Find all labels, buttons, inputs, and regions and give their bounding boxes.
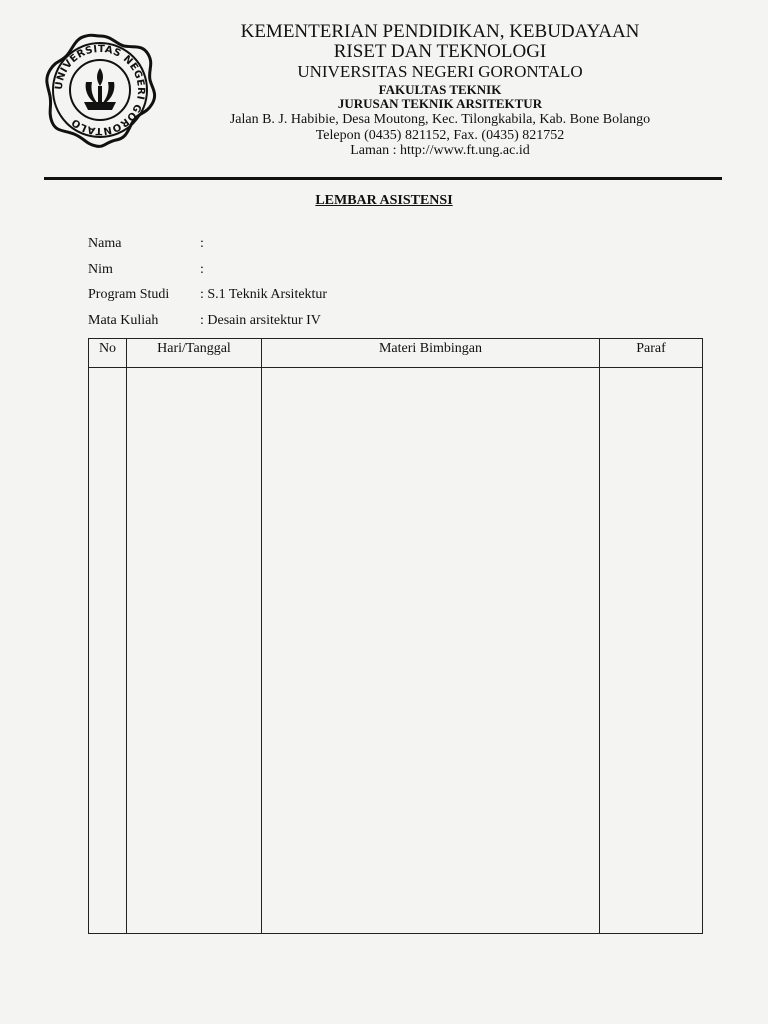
field-nim — [88, 262, 204, 278]
logo-ring-text: UNIVERSITAS NEGERI GORONTALO — [53, 43, 147, 137]
ministry-name-cont: RISET DAN TEKNOLOGI — [333, 40, 547, 62]
cell-materi-bimbingan[interactable] — [262, 368, 600, 934]
field-value: : S.1 Teknik Arsitektur — [200, 287, 328, 302]
letterhead — [180, 22, 700, 159]
cell-paraf[interactable] — [600, 368, 703, 934]
field-label: Program Studi — [88, 287, 170, 302]
field-label: Nim — [88, 262, 113, 277]
field-value: : Desain arsitektur IV — [200, 313, 321, 328]
header-paraf: Paraf — [600, 339, 703, 368]
university-name: UNIVERSITAS NEGERI GORONTALO — [297, 61, 583, 81]
field-program-studi — [88, 287, 327, 303]
address: Jalan B. J. Habibie, Desa Moutong, Kec. Tilongkabila, Kab. Bone Bolango — [229, 112, 651, 127]
field-label: Nama — [88, 236, 122, 251]
field-label: Mata Kuliah — [88, 313, 159, 328]
field-nama — [88, 236, 204, 252]
header-no: No — [89, 339, 127, 368]
field-value: : — [200, 236, 204, 251]
ministry-name: KEMENTERIAN PENDIDIKAN, KEBUDAYAAN — [240, 21, 640, 42]
phone-fax: Telepon (0435) 821152, Fax. (0435) 821752 — [315, 127, 565, 143]
field-mata-kuliah — [88, 313, 321, 329]
document-title: LEMBAR ASISTENSI — [315, 193, 453, 208]
table-header-row — [89, 339, 703, 368]
website: Laman : http://www.ft.ung.ac.id — [350, 143, 530, 159]
header-materi-bimbingan: Materi Bimbingan — [262, 339, 600, 368]
table-row — [89, 368, 703, 934]
letterhead-divider — [44, 177, 722, 180]
department-name: JURUSAN TEKNIK ARSITEKTUR — [337, 96, 543, 112]
university-logo — [40, 30, 160, 150]
faculty-name: FAKULTAS TEKNIK — [378, 81, 502, 97]
cell-hari-tanggal[interactable] — [127, 368, 262, 934]
field-value: : — [200, 262, 204, 277]
assistance-table — [88, 338, 703, 934]
header-hari-tanggal: Hari/Tanggal — [127, 339, 262, 368]
cell-no[interactable] — [89, 368, 127, 934]
